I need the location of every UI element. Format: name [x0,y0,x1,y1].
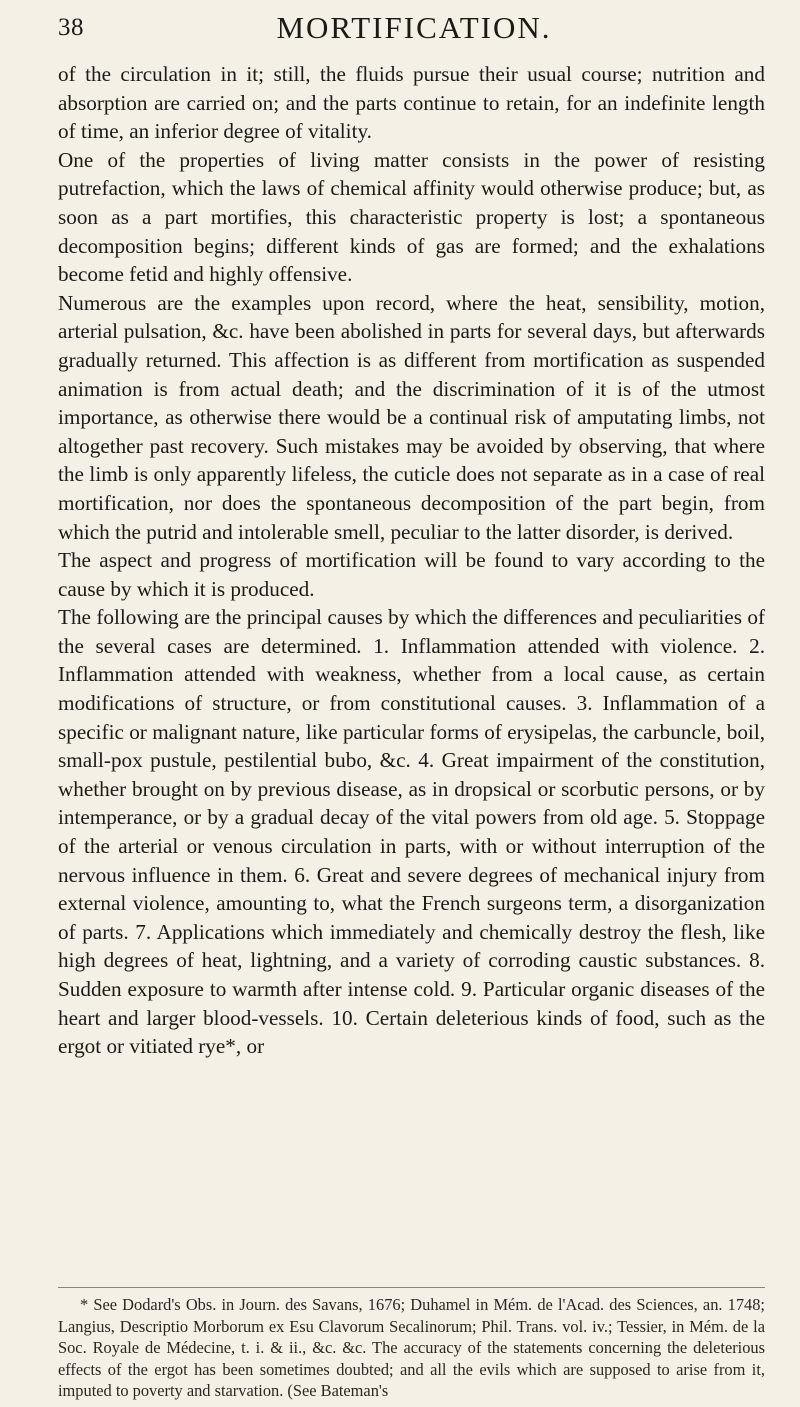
paragraph: of the circulation in it; still, the fluids pursue their usual course; nutrition and absorption are carried on; and the parts continue to retain, for an indefinite length of time, an inferior degree of vitality. [58,62,765,144]
paragraph: The following are the principal causes by which the differences and peculiarities of the several cases are determined. 1. Inflammation attended with violence. 2. Inflammation attended with weakness, whether from a local cause, as certain modifications of structure, or from constitutional causes. 3. Inflammation of a specific or malignant nature, like particular forms of erysipelas, the carbuncle, boil, small-pox pustule, pestilential bubo, &c. 4. Great impairment of the constitution, whether brought on by previous disease, as in dropsical or scorbutic persons, or by intemperance, or by a gradual decay of the vital powers from old age. 5. Stoppage of the arterial or venous circulation in parts, with or without interruption of the nervous influence in them. 6. Great and severe degrees of mechanical injury from external violence, amounting to, what the French surgeons term, a disorganization of parts. 7. Applications which immediately and chemically destroy the flesh, like high degrees of heat, lightning, and a variety of corroding caustic substances. 8. Sudden exposure to warmth after intense cold. 9. Particular organic diseases of the heart and larger blood-vessels. 10. Certain deleterious kinds of food, such as the ergot or vitiated rye*, or [58,605,765,1059]
page-header [58,10,760,56]
running-head: MORTIFICATION. [276,10,552,45]
paragraph: One of the properties of living matter consists in the power of resisting putrefaction, which the laws of chemical affinity would otherwise produce; but, as soon as a part mortifies, this characteristic property is lost; a spontaneous decomposition begins; different kinds of gas are formed; and the exhalations become fetid and highly offensive. [58,147,765,287]
paragraph: The aspect and progress of mortification will be found to vary according to the cause by which it is produced. [58,548,765,601]
page-number: 38 [58,14,84,41]
footnotes [58,1294,765,1402]
body-text [58,60,765,1061]
paragraph: Numerous are the examples upon record, where the heat, sensibility, motion, arterial pulsation, &c. have been abolished in parts for several days, but afterwards gradually returned. This affection is as different from mortification as suspended animation is from actual death; and the discrimination of it is of the utmost importance, as otherwise there would be a continual risk of amputating limbs, not altogether past recovery. Such mistakes may be avoided by observing, that where the limb is only apparently lifeless, the cuticle does not separate as in a case of real mortification, nor does the spontaneous decomposition of the part begin, from which the putrid and intolerable smell, peculiar to the latter disorder, is derived. [58,290,765,544]
footnote-divider [58,1287,765,1288]
footnote: * See Dodard's Obs. in Journ. des Savans, 1676; Duhamel in Mém. de l'Acad. des Sciences, an. 1748; Langius, Descriptio Morborum ex Esu Clavorum Secalinorum; Phil. Trans. vol. iv.; Tessier, in Mém. de la Soc. Royale de Médecine, t. i. & ii., &c. &c. The accuracy of the statements concerning the deleterious effects of the ergot has been sometimes doubted; and all the evils which are supposed to arise from it, imputed to poverty and starvation. (See Bateman's [58,1295,765,1401]
